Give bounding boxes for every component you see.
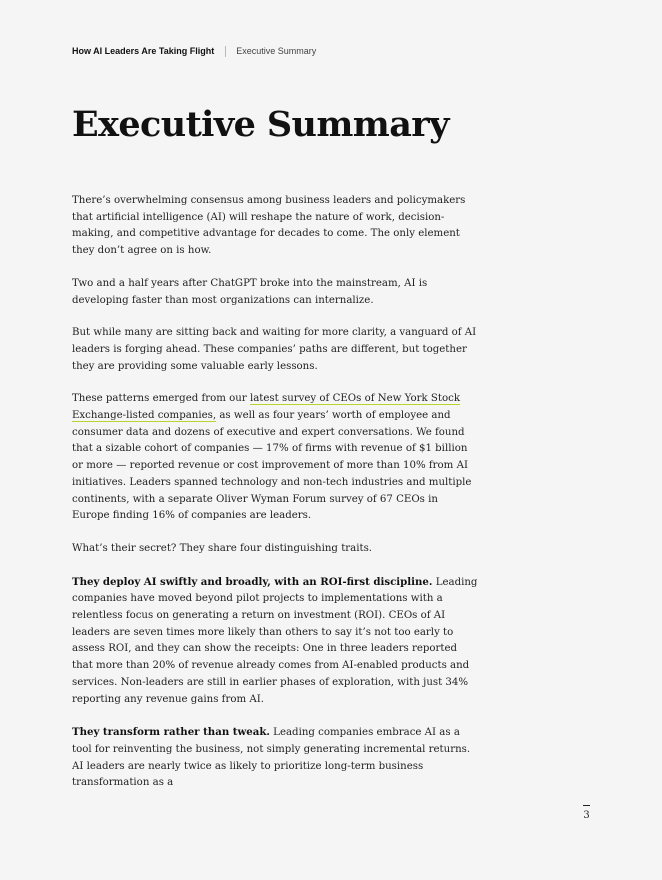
paragraph-4-start: These patterns emerged from our (72, 393, 250, 405)
paragraph-3: But while many are sitting back and waiting for more clarity, a vanguard of AI leaders is forging ahead. These companies’ paths are different, but together they are providing some valuable early lessons. (72, 327, 477, 372)
trait-2-text: Leading companies embrace AI as a tool for reinventing the business, not simply generating incremental returns. AI leaders are nearly twice as likely to prioritize long-term business transformation as a (72, 727, 471, 789)
page-number (582, 805, 591, 822)
section-name: Executive Summary (236, 46, 317, 56)
trait-2-heading: They transform rather than tweak. (72, 726, 270, 739)
paragraph-5: What’s their secret? They share four distinguishing traits. (72, 542, 373, 554)
page-number-value: 3 (583, 810, 590, 821)
body-text (72, 193, 478, 808)
paragraph-7 (72, 724, 478, 792)
running-header (72, 44, 316, 58)
paragraph-4 (72, 391, 478, 525)
paragraph-1: There’s overwhelming consensus among business leaders and policymakers that artificial intelligence (AI) will reshape the nature of work, decision-making, and competitive advantage for decades to come. The only element they don’t agree on is how. (72, 195, 466, 257)
trait-1-text: Leading companies have moved beyond pilot projects to implementations with a relentless focus on generating a return on investment (ROI). CEOs of AI leaders are seven times more likely than others to say it’s not too early to assess ROI, and they can show the receipts: One in three leaders reported that more than 20% of revenue already comes from AI-enabled products and services. Non-leaders are still in earlier phases of exploration, with just 34% reporting any revenue gains from AI. (72, 576, 478, 705)
document-title: How AI Leaders Are Taking Flight (72, 46, 215, 56)
paragraph-4-rest: as well as four years’ worth of employee and consumer data and dozens of executive and expert conversations. We found that a sizable cohort of companies — 17% of firms with revenue of $1 billion or more — reported revenue or cost improvement of more than 10% from AI initiatives. Leaders spanned technology and non-tech industries and multiple continents, with a separate Oliver Wyman Forum survey of 67 CEOs in Europe finding 16% of companies are leaders. (72, 410, 472, 522)
header-divider (225, 46, 226, 57)
page-number-rule (583, 805, 590, 806)
trait-1-heading: They deploy AI swiftly and broadly, with an ROI-first discipline. (72, 575, 433, 588)
ceo-survey-link[interactable]: latest survey of CEOs of New York Stock Exchange-listed companies, (72, 393, 460, 422)
page-title: Executive Summary (72, 104, 449, 145)
paragraph-6 (72, 574, 478, 709)
paragraph-2: Two and a half years after ChatGPT broke into the mainstream, AI is developing faster than most organizations can internalize. (72, 277, 428, 306)
